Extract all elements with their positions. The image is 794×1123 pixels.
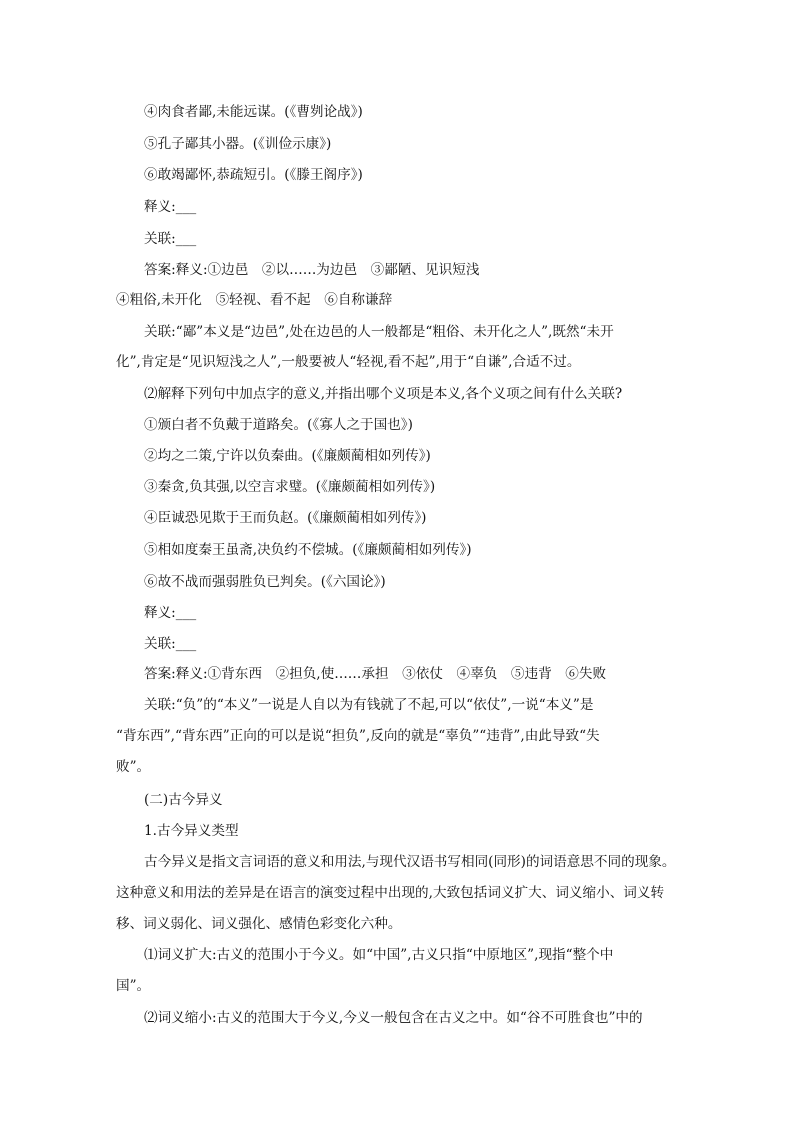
- text-line: 化”,肯定是“见识短浅之人”,一般要被人“轻视,看不起”,用于“自谦”,合适不过。: [116, 354, 581, 370]
- subsection-heading: 1.古今异义类型: [144, 823, 239, 839]
- text-line: 败”。: [116, 759, 151, 775]
- text-line: ⑴词义扩大:古义的范围小于今义。如“中国”,古义只指“中原地区”,现指“整个中: [144, 947, 614, 963]
- text-line: ⑥故不战而强弱胜负已判矣。(《六国论》): [144, 574, 386, 590]
- text-line: 答案:释义:①边邑 ②以……为边邑 ③鄙陋、见识短浅: [144, 262, 480, 278]
- text-line: 答案:释义:①背东西 ②担负,使……承担 ③依仗 ④辜负 ⑤违背 ⑥失败: [144, 666, 607, 682]
- text-line: 关联:“鄙”本义是“边邑”,处在边邑的人一般都是“粗俗、未开化之人”,既然“未开: [144, 324, 614, 340]
- text-line: 关联:___: [144, 636, 197, 652]
- text-line: ①颁白者不负戴于道路矣。(《寡人之于国也》): [144, 417, 413, 433]
- text-line: 关联:___: [144, 231, 197, 247]
- text-line: 这种意义和用法的差异是在语言的演变过程中出现的,大致包括词义扩大、词义缩小、词义转: [116, 885, 665, 901]
- text-line: ⑥敢竭鄙怀,恭疏短引。(《滕王阁序》): [144, 167, 363, 183]
- text-line: ④肉食者鄙,未能远谋。(《曹刿论战》): [144, 104, 363, 120]
- text-line: 关联:“负”的“本义”一说是人自以为有钱就了不起,可以“依仗”,一说“本义”是: [144, 697, 594, 713]
- text-line: ⑵解释下列句中加点字的意义,并指出哪个义项是本义,各个义项之间有什么关联?: [144, 386, 623, 402]
- text-line: ④臣诚恐见欺于王而负赵。(《廉颇蔺相如列传》): [144, 510, 427, 526]
- text-line: 国”。: [116, 978, 151, 994]
- text-line: 古今异义是指文言词语的意义和用法,与现代汉语书写相同(同形)的词语意思不同的现象。: [144, 854, 676, 870]
- text-line: 释义:___: [144, 605, 197, 621]
- text-line: 释义:___: [144, 199, 197, 215]
- text-line: 移、词义弱化、词义强化、感情色彩变化六种。: [116, 916, 402, 932]
- section-heading: (二)古今异义: [144, 792, 223, 808]
- text-line: ⑵词义缩小:古义的范围大于今义,今义一般包含在古义之中。如“谷不可胜食也”中的: [144, 1010, 643, 1026]
- text-line: ③秦贪,负其强,以空言求璧。(《廉颇蔺相如列传》): [144, 479, 436, 495]
- text-line: ④粗俗,未开化 ⑤轻视、看不起 ⑥自称谦辞: [116, 292, 393, 308]
- text-line: ⑤孔子鄙其小器。(《训俭示康》): [144, 136, 332, 152]
- text-line: ⑤相如度秦王虽斋,决负约不偿城。(《廉颇蔺相如列传》): [144, 542, 472, 558]
- text-line: ②均之二策,宁许以负秦曲。(《廉颇蔺相如列传》): [144, 448, 431, 464]
- text-line: “背东西”,“背东西”正向的可以是说“担负”,反向的就是“辜负”“违背”,由此导致“失: [116, 728, 600, 744]
